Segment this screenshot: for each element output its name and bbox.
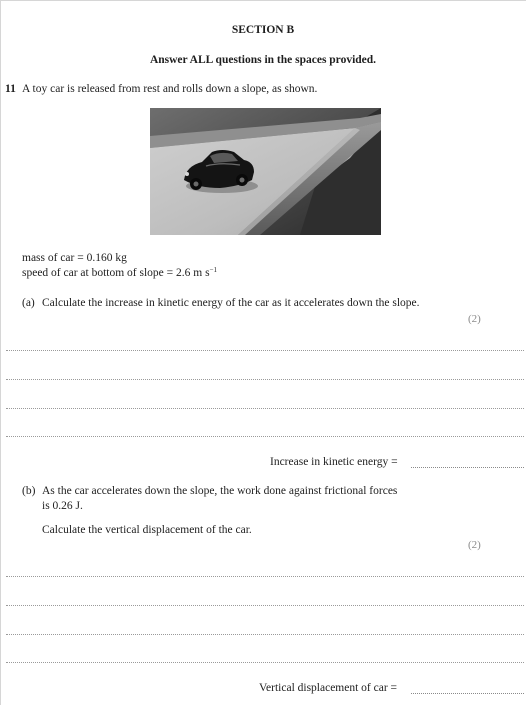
part-b-label: (b) (22, 485, 36, 497)
part-a-text: Calculate the increase in kinetic energy of the car as it accelerates down the slope. (42, 297, 420, 309)
given-speed-exponent: −1 (209, 266, 218, 274)
part-a-answer-line-1[interactable] (6, 350, 524, 351)
part-a-answer-line-2[interactable] (6, 379, 524, 380)
part-b-marks: (2) (468, 539, 481, 551)
part-a-label: (a) (22, 297, 35, 309)
part-b-text-line-2: is 0.26 J. (42, 500, 83, 512)
part-b-text-line-3: Calculate the vertical displacement of the car. (42, 524, 252, 536)
question-stem: A toy car is released from rest and rolls down a slope, as shown. (22, 83, 318, 95)
part-b-answer-line-4[interactable] (6, 662, 524, 663)
section-instruction: Answer ALL questions in the spaces provided. (149, 54, 377, 66)
given-speed-text: speed of car at bottom of slope = 2.6 m s (22, 267, 210, 279)
given-mass: mass of car = 0.160 kg (22, 252, 127, 264)
given-speed (22, 267, 217, 279)
part-b-answer-line-2[interactable] (6, 605, 524, 606)
question-number: 11 (5, 83, 16, 95)
part-a-answer-field[interactable] (411, 467, 524, 468)
section-title: SECTION B (231, 24, 295, 36)
part-b-text-line-1: As the car accelerates down the slope, the work done against frictional forces (42, 485, 398, 497)
part-a-marks: (2) (468, 313, 481, 325)
part-b-answer-field[interactable] (411, 693, 524, 694)
part-a-answer-label: Increase in kinetic energy = (270, 456, 398, 468)
part-b-answer-line-3[interactable] (6, 634, 524, 635)
part-a-answer-line-3[interactable] (6, 408, 524, 409)
toy-car-photo (150, 108, 381, 235)
part-b-answer-label: Vertical displacement of car = (259, 682, 398, 694)
part-a-answer-line-4[interactable] (6, 436, 524, 437)
part-b-answer-line-1[interactable] (6, 576, 524, 577)
